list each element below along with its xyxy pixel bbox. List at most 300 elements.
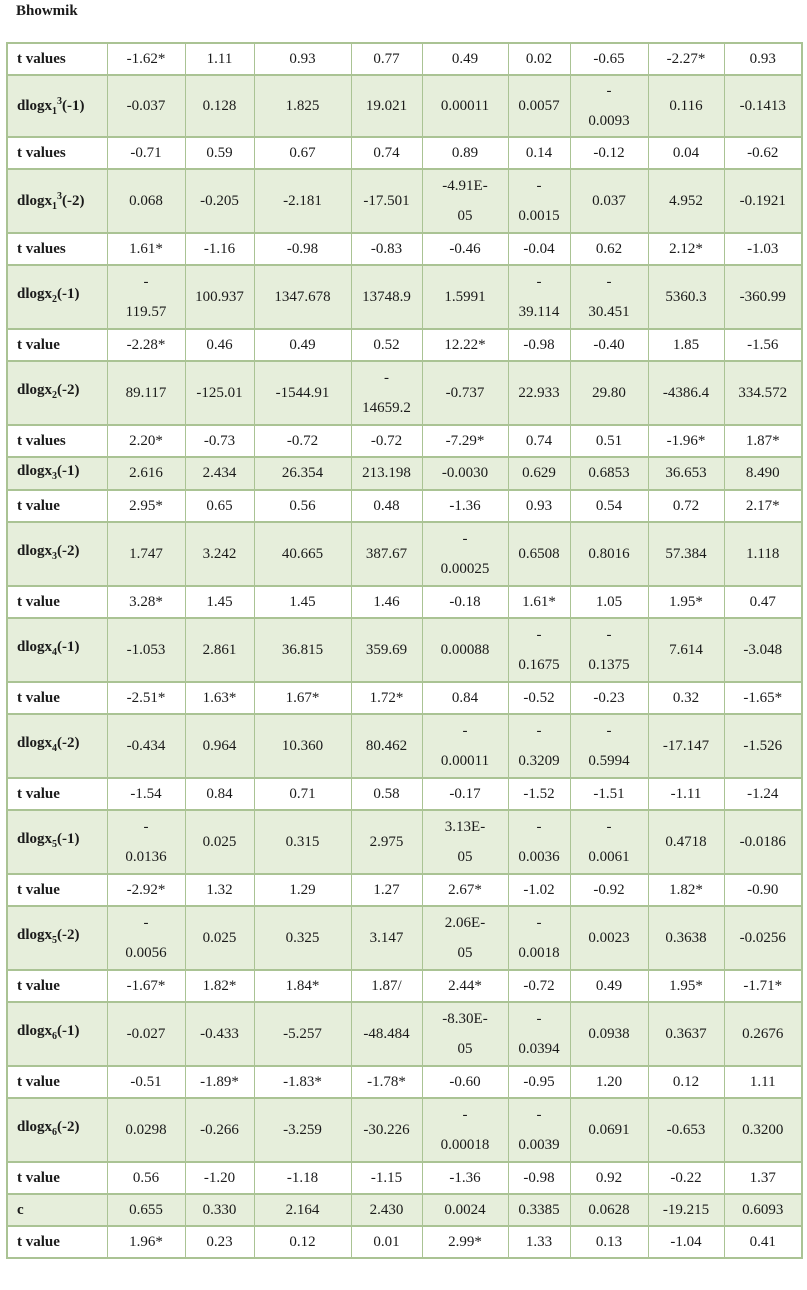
table-cell: -1.56 — [724, 329, 802, 361]
table-cell: 0.59 — [185, 137, 254, 169]
table-cell: -0.653 — [648, 1098, 724, 1162]
row-label: dlogx$_2$(-2) — [7, 361, 107, 425]
table-cell: 36.653 — [648, 457, 724, 490]
table-cell: 57.384 — [648, 522, 724, 586]
row-label: t values — [7, 43, 107, 75]
table-cell: 0.56 — [254, 490, 351, 522]
row-label: dlogx$_5$(-2) — [7, 906, 107, 970]
row-label: dlogx$_1^3$(-2) — [7, 169, 107, 233]
table-cell: 0.32 — [648, 682, 724, 714]
table-cell: -1.20 — [185, 1162, 254, 1194]
table-cell: 334.572 — [724, 361, 802, 425]
table-cell: -360.99 — [724, 265, 802, 329]
row-label: t values — [7, 137, 107, 169]
table-cell: -0.90 — [724, 874, 802, 906]
table-cell: -1.526 — [724, 714, 802, 778]
table-cell: 1.11 — [185, 43, 254, 75]
table-cell: -1.71* — [724, 970, 802, 1002]
table-cell: 1.45 — [254, 586, 351, 618]
table-cell: 0.964 — [185, 714, 254, 778]
table-cell: 2.616 — [107, 457, 185, 490]
table-cell: -1.24 — [724, 778, 802, 810]
table-cell: 0.04 — [648, 137, 724, 169]
table-cell: 1.67* — [254, 682, 351, 714]
table-cell: 2.861 — [185, 618, 254, 682]
t-value-row — [7, 43, 802, 75]
table-cell: - 119.57 — [107, 265, 185, 329]
table-cell: -0.037 — [107, 75, 185, 137]
table-cell: 0.74 — [351, 137, 422, 169]
table-cell: 1.96* — [107, 1226, 185, 1258]
table-cell: 0.41 — [724, 1226, 802, 1258]
table-cell: 0.0298 — [107, 1098, 185, 1162]
row-label: t value — [7, 1162, 107, 1194]
table-cell: -1.18 — [254, 1162, 351, 1194]
table-cell: 0.12 — [648, 1066, 724, 1098]
table-cell: -0.98 — [508, 329, 570, 361]
table-cell: 0.01 — [351, 1226, 422, 1258]
table-cell: 0.93 — [724, 43, 802, 75]
table-cell: - 30.451 — [570, 265, 648, 329]
table-cell: -1.65* — [724, 682, 802, 714]
table-cell: -1.96* — [648, 425, 724, 457]
table-cell: -0.60 — [422, 1066, 508, 1098]
table-cell: -1.62* — [107, 43, 185, 75]
table-cell: 1.747 — [107, 522, 185, 586]
table-cell: 1.61* — [508, 586, 570, 618]
table-cell: 2.17* — [724, 490, 802, 522]
table-cell: 0.56 — [107, 1162, 185, 1194]
table-cell: - 0.0056 — [107, 906, 185, 970]
table-cell: 1.85 — [648, 329, 724, 361]
table-cell: -17.147 — [648, 714, 724, 778]
row-label: t value — [7, 874, 107, 906]
table-cell: -0.73 — [185, 425, 254, 457]
table-cell: 2.20* — [107, 425, 185, 457]
table-cell: -125.01 — [185, 361, 254, 425]
table-cell: - 0.1375 — [570, 618, 648, 682]
t-value-row — [7, 490, 802, 522]
table-cell: 0.65 — [185, 490, 254, 522]
table-cell: 1.27 — [351, 874, 422, 906]
row-label: t value — [7, 970, 107, 1002]
table-cell: 1.63* — [185, 682, 254, 714]
table-cell: -0.92 — [570, 874, 648, 906]
table-cell: -0.266 — [185, 1098, 254, 1162]
table-cell: 29.80 — [570, 361, 648, 425]
table-cell: -0.22 — [648, 1162, 724, 1194]
table-cell: -0.83 — [351, 233, 422, 265]
table-cell: -2.92* — [107, 874, 185, 906]
table-cell: 1.20 — [570, 1066, 648, 1098]
table-cell: 0.93 — [254, 43, 351, 75]
table-cell: 0.52 — [351, 329, 422, 361]
table-cell: 359.69 — [351, 618, 422, 682]
table-cell: 0.325 — [254, 906, 351, 970]
table-cell: 0.0024 — [422, 1194, 508, 1226]
table-cell: -5.257 — [254, 1002, 351, 1066]
table-cell: -4386.4 — [648, 361, 724, 425]
table-cell: 1.33 — [508, 1226, 570, 1258]
table-cell: -0.46 — [422, 233, 508, 265]
t-value-row — [7, 874, 802, 906]
table-cell: - 0.0039 — [508, 1098, 570, 1162]
row-label: t value — [7, 490, 107, 522]
coefficient-row — [7, 810, 802, 874]
table-cell: 0.84 — [422, 682, 508, 714]
table-cell: -30.226 — [351, 1098, 422, 1162]
table-cell: - 0.00025 — [422, 522, 508, 586]
table-cell: -0.72 — [254, 425, 351, 457]
table-cell: 1.87* — [724, 425, 802, 457]
table-cell: -0.17 — [422, 778, 508, 810]
table-cell: 0.14 — [508, 137, 570, 169]
table-cell: 0.068 — [107, 169, 185, 233]
table-cell: - 0.00018 — [422, 1098, 508, 1162]
table-cell: 0.8016 — [570, 522, 648, 586]
table-cell: 1.61* — [107, 233, 185, 265]
table-cell: -1.36 — [422, 490, 508, 522]
table-cell: 0.3385 — [508, 1194, 570, 1226]
table-cell: - 39.114 — [508, 265, 570, 329]
table-cell: -0.51 — [107, 1066, 185, 1098]
table-cell: -0.18 — [422, 586, 508, 618]
table-cell: 0.025 — [185, 906, 254, 970]
table-cell: 387.67 — [351, 522, 422, 586]
table-cell: 0.025 — [185, 810, 254, 874]
table-cell: 0.77 — [351, 43, 422, 75]
table-cell: -2.27* — [648, 43, 724, 75]
table-cell: -0.98 — [254, 233, 351, 265]
t-value-row — [7, 1066, 802, 1098]
table-cell: 3.147 — [351, 906, 422, 970]
table-cell: -0.737 — [422, 361, 508, 425]
table-cell: 1.5991 — [422, 265, 508, 329]
table-cell: 0.23 — [185, 1226, 254, 1258]
table-cell: - 0.00011 — [422, 714, 508, 778]
t-value-row — [7, 586, 802, 618]
row-label: dlogx$_3$(-2) — [7, 522, 107, 586]
table-cell: -0.1921 — [724, 169, 802, 233]
t-value-row — [7, 329, 802, 361]
table-cell: 1.87/ — [351, 970, 422, 1002]
table-cell: 0.0023 — [570, 906, 648, 970]
table-cell: 1.82* — [648, 874, 724, 906]
table-cell: 0.3200 — [724, 1098, 802, 1162]
table-cell: 0.12 — [254, 1226, 351, 1258]
running-header: Bhowmik — [16, 3, 78, 19]
regression-table — [6, 42, 803, 1259]
table-cell: 1.95* — [648, 586, 724, 618]
table-cell: 0.0691 — [570, 1098, 648, 1162]
table-cell: -1.02 — [508, 874, 570, 906]
table-cell: 19.021 — [351, 75, 422, 137]
table-cell: -0.95 — [508, 1066, 570, 1098]
table-cell: 0.116 — [648, 75, 724, 137]
table-cell: -0.0186 — [724, 810, 802, 874]
table-cell: 0.0938 — [570, 1002, 648, 1066]
table-cell: 0.54 — [570, 490, 648, 522]
table-cell: 2.67* — [422, 874, 508, 906]
table-cell: -3.048 — [724, 618, 802, 682]
table-cell: -0.98 — [508, 1162, 570, 1194]
row-label: t value — [7, 682, 107, 714]
table-cell: 2.430 — [351, 1194, 422, 1226]
table-cell: 0.84 — [185, 778, 254, 810]
table-cell: -1.78* — [351, 1066, 422, 1098]
table-cell: -0.433 — [185, 1002, 254, 1066]
coefficient-row — [7, 714, 802, 778]
table-cell: - 0.0061 — [570, 810, 648, 874]
table-cell: -1.15 — [351, 1162, 422, 1194]
t-value-row — [7, 778, 802, 810]
table-cell: -0.62 — [724, 137, 802, 169]
table-cell: - 0.0394 — [508, 1002, 570, 1066]
table-cell: 213.198 — [351, 457, 422, 490]
table-cell: 0.6853 — [570, 457, 648, 490]
table-cell: 0.13 — [570, 1226, 648, 1258]
table-cell: -17.501 — [351, 169, 422, 233]
table-cell: 2.12* — [648, 233, 724, 265]
table-cell: -1.52 — [508, 778, 570, 810]
table-cell: -1.03 — [724, 233, 802, 265]
t-value-row — [7, 233, 802, 265]
table-body — [7, 43, 802, 1258]
coefficient-row — [7, 1194, 802, 1226]
row-label: dlogx$_5$(-1) — [7, 810, 107, 874]
coefficient-row — [7, 522, 802, 586]
table-cell: 36.815 — [254, 618, 351, 682]
table-cell: 0.49 — [422, 43, 508, 75]
coefficient-row — [7, 169, 802, 233]
table-cell: 0.46 — [185, 329, 254, 361]
table-cell: 3.13E- 05 — [422, 810, 508, 874]
table-cell: 0.315 — [254, 810, 351, 874]
table-cell: -0.65 — [570, 43, 648, 75]
row-label: t value — [7, 329, 107, 361]
table-cell: 1.84* — [254, 970, 351, 1002]
table-cell: 0.629 — [508, 457, 570, 490]
table-cell: -1.16 — [185, 233, 254, 265]
coefficient-row — [7, 361, 802, 425]
table-cell: 1.29 — [254, 874, 351, 906]
table-cell: 2.44* — [422, 970, 508, 1002]
table-cell: -0.04 — [508, 233, 570, 265]
row-label: t value — [7, 586, 107, 618]
table-cell: 4.952 — [648, 169, 724, 233]
table-cell: 2.434 — [185, 457, 254, 490]
coefficient-row — [7, 457, 802, 490]
table-cell: 0.6508 — [508, 522, 570, 586]
table-cell: -0.434 — [107, 714, 185, 778]
table-cell: 2.99* — [422, 1226, 508, 1258]
table-cell: 0.47 — [724, 586, 802, 618]
table-cell: 0.3637 — [648, 1002, 724, 1066]
table-cell: -1.83* — [254, 1066, 351, 1098]
coefficient-row — [7, 75, 802, 137]
table-cell: -1.11 — [648, 778, 724, 810]
table-cell: -2.181 — [254, 169, 351, 233]
t-value-row — [7, 682, 802, 714]
table-cell: 0.48 — [351, 490, 422, 522]
table-cell: 2.95* — [107, 490, 185, 522]
table-cell: 1.82* — [185, 970, 254, 1002]
table-cell: - 0.0018 — [508, 906, 570, 970]
table-cell: 13748.9 — [351, 265, 422, 329]
table-cell: 1.46 — [351, 586, 422, 618]
table-cell: 40.665 — [254, 522, 351, 586]
table-cell: 0.93 — [508, 490, 570, 522]
table-cell: 5360.3 — [648, 265, 724, 329]
table-cell: -1.54 — [107, 778, 185, 810]
table-cell: 0.89 — [422, 137, 508, 169]
table-cell: 1.95* — [648, 970, 724, 1002]
table-cell: - 0.0015 — [508, 169, 570, 233]
table-cell: -0.027 — [107, 1002, 185, 1066]
table-cell: -2.28* — [107, 329, 185, 361]
table-cell: 0.2676 — [724, 1002, 802, 1066]
row-label: dlogx$_4$(-1) — [7, 618, 107, 682]
t-value-row — [7, 137, 802, 169]
table-cell: -4.91E- 05 — [422, 169, 508, 233]
coefficient-row — [7, 906, 802, 970]
table-cell: -0.72 — [508, 970, 570, 1002]
table-cell: -1.36 — [422, 1162, 508, 1194]
row-label: t value — [7, 778, 107, 810]
table-cell: 1.32 — [185, 874, 254, 906]
table-cell: 10.360 — [254, 714, 351, 778]
table-cell: 0.037 — [570, 169, 648, 233]
table-cell: 3.28* — [107, 586, 185, 618]
table-cell: 2.06E- 05 — [422, 906, 508, 970]
table-cell: 0.00088 — [422, 618, 508, 682]
table-cell: -0.52 — [508, 682, 570, 714]
table-cell: -0.0030 — [422, 457, 508, 490]
table-cell: 7.614 — [648, 618, 724, 682]
table-cell: 1.45 — [185, 586, 254, 618]
table-cell: 0.128 — [185, 75, 254, 137]
table-cell: 100.937 — [185, 265, 254, 329]
table-cell: 0.71 — [254, 778, 351, 810]
table-cell: 0.3638 — [648, 906, 724, 970]
table-cell: 0.58 — [351, 778, 422, 810]
table-cell: - 14659.2 — [351, 361, 422, 425]
table-cell: -2.51* — [107, 682, 185, 714]
table-cell: -0.12 — [570, 137, 648, 169]
table-cell: 1347.678 — [254, 265, 351, 329]
row-label: dlogx$_4$(-2) — [7, 714, 107, 778]
table-cell: -1.053 — [107, 618, 185, 682]
row-label: c — [7, 1194, 107, 1226]
table-cell: -1.89* — [185, 1066, 254, 1098]
row-label: dlogx$_1^3$(-1) — [7, 75, 107, 137]
t-value-row — [7, 1226, 802, 1258]
table-cell: - 0.5994 — [570, 714, 648, 778]
table-cell: 1.37 — [724, 1162, 802, 1194]
table-cell: -1.67* — [107, 970, 185, 1002]
table-cell: 22.933 — [508, 361, 570, 425]
table-cell: 0.6093 — [724, 1194, 802, 1226]
table-cell: -0.23 — [570, 682, 648, 714]
table-cell: -0.40 — [570, 329, 648, 361]
table-cell: -19.215 — [648, 1194, 724, 1226]
table-cell: 1.825 — [254, 75, 351, 137]
table-cell: 0.49 — [254, 329, 351, 361]
table-cell: 0.62 — [570, 233, 648, 265]
t-value-row — [7, 425, 802, 457]
table-cell: - 0.0136 — [107, 810, 185, 874]
table-cell: -0.72 — [351, 425, 422, 457]
table-cell: -48.484 — [351, 1002, 422, 1066]
table-cell: - 0.0036 — [508, 810, 570, 874]
row-label: dlogx$_6$(-2) — [7, 1098, 107, 1162]
table-cell: 8.490 — [724, 457, 802, 490]
table-cell: -3.259 — [254, 1098, 351, 1162]
table-cell: -0.71 — [107, 137, 185, 169]
coefficient-row — [7, 1098, 802, 1162]
table-cell: 0.02 — [508, 43, 570, 75]
coefficient-row — [7, 618, 802, 682]
table-cell: 26.354 — [254, 457, 351, 490]
table-cell: -1.04 — [648, 1226, 724, 1258]
table-cell: - 0.1675 — [508, 618, 570, 682]
table-cell: 0.4718 — [648, 810, 724, 874]
table-cell: -0.1413 — [724, 75, 802, 137]
table-cell: 0.51 — [570, 425, 648, 457]
table-cell: 3.242 — [185, 522, 254, 586]
table-cell: 0.330 — [185, 1194, 254, 1226]
t-value-row — [7, 1162, 802, 1194]
t-value-row — [7, 970, 802, 1002]
table-cell: 0.0057 — [508, 75, 570, 137]
row-label: dlogx$_3$(-1) — [7, 457, 107, 490]
table-cell: 12.22* — [422, 329, 508, 361]
table-cell: -0.205 — [185, 169, 254, 233]
table-cell: -0.0256 — [724, 906, 802, 970]
table-cell: -7.29* — [422, 425, 508, 457]
row-label: t value — [7, 1066, 107, 1098]
table-cell: 0.74 — [508, 425, 570, 457]
table-cell: 0.655 — [107, 1194, 185, 1226]
coefficient-row — [7, 265, 802, 329]
row-label: t values — [7, 425, 107, 457]
table-cell: -1544.91 — [254, 361, 351, 425]
table-cell: - 0.3209 — [508, 714, 570, 778]
table-cell: 1.05 — [570, 586, 648, 618]
row-label: dlogx$_2$(-1) — [7, 265, 107, 329]
table-cell: 0.0628 — [570, 1194, 648, 1226]
row-label: t value — [7, 1226, 107, 1258]
row-label: dlogx$_6$(-1) — [7, 1002, 107, 1066]
row-label: t values — [7, 233, 107, 265]
table-cell: 89.117 — [107, 361, 185, 425]
table-cell: 0.72 — [648, 490, 724, 522]
table-cell: - 0.0093 — [570, 75, 648, 137]
table-cell: 2.975 — [351, 810, 422, 874]
table-cell: -8.30E- 05 — [422, 1002, 508, 1066]
table-cell: 2.164 — [254, 1194, 351, 1226]
table-cell: -1.51 — [570, 778, 648, 810]
table-cell: 80.462 — [351, 714, 422, 778]
table-cell: 1.72* — [351, 682, 422, 714]
coefficient-row — [7, 1002, 802, 1066]
table-cell: 1.118 — [724, 522, 802, 586]
table-cell: 0.92 — [570, 1162, 648, 1194]
table-cell: 0.00011 — [422, 75, 508, 137]
table-cell: 1.11 — [724, 1066, 802, 1098]
table-cell: 0.67 — [254, 137, 351, 169]
table-cell: 0.49 — [570, 970, 648, 1002]
